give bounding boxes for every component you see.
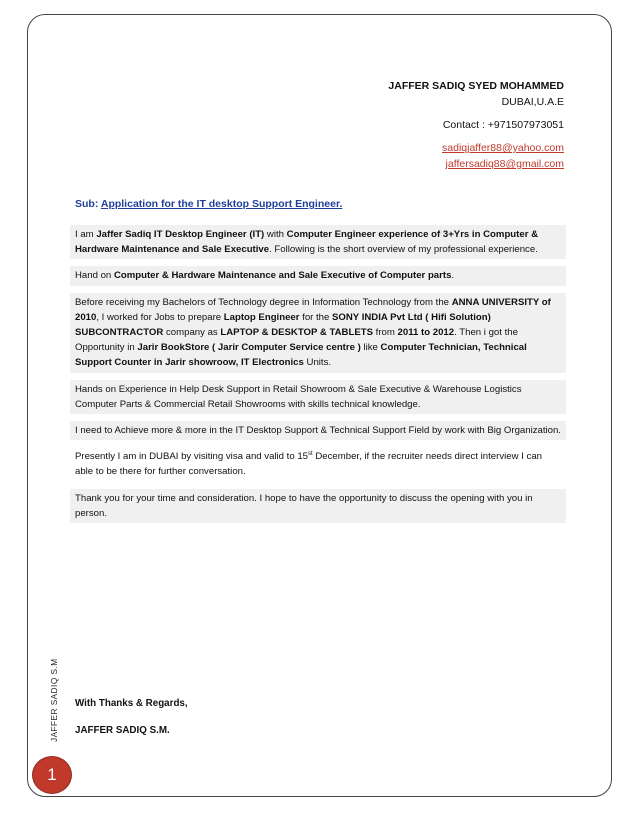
paragraph-help-desk: Hands on Experience in Help Desk Support in Retail Showroom & Sale Executive & Warehouse Logistics Computer Parts & Commercial Retail Showrooms with skills technical knowledge. [70,380,566,414]
paragraph-hands-on: Hand on Computer & Hardware Maintenance and Sale Executive of Computer parts. [70,266,566,285]
letter-body [70,225,566,530]
subject-line [75,198,342,210]
subject-text: Application for the IT desktop Support Engineer. [100,198,343,210]
sender-contact: Contact : +971507973051 [442,119,564,131]
paragraph-thanks: Thank you for your time and consideration. I hope to have the opportunity to discuss the opening with you in person. [70,489,566,523]
page-number-badge: 1 [32,756,72,794]
side-name-label: JAFFER SADIQ S.M [50,658,59,742]
closing-regards: With Thanks & Regards, [75,698,188,709]
paragraph-availability: Presently I am in DUBAI by visiting visa and valid to 15st December, if the recruiter needs direct interview I can able to be there for further conversation. [75,451,542,478]
email-link-yahoo[interactable]: sadiqjaffer88@yahoo.com [442,142,564,154]
paragraph-intro: I am Jaffer Sadiq IT Desktop Engineer (IT) with Computer Engineer experience of 3+Yrs in Computer & Hardware Maintenance and Sale Executive. Following is the short overview of my professional experience. [70,225,566,259]
sender-location: DUBAI,U.A.E [501,96,564,108]
sender-header [388,78,564,172]
paragraph-goal: I need to Achieve more & more in the IT Desktop Support & Technical Support Field by work with Big Organization. [70,421,566,440]
subject-prefix: Sub: [75,198,99,210]
email-link-gmail[interactable]: jaffersadiq88@gmail.com [445,158,564,170]
paragraph-education-experience: Before receiving my Bachelors of Technology degree in Information Technology from the ANNA UNIVERSITY of 2010, I worked for Jobs to prepare Laptop Engineer for the SONY INDIA Pvt Ltd ( Hifi Solution) SUBCONTRACTOR company as LAPTOP & DESKTOP & TABLETS from 2011 to 2012. Then i got the Opportunity in Jarir BookStore ( Jarir Computer Service centre ) like Computer Technician, Technical Support Counter in Jarir showroow, IT Electronics Units. [70,293,566,373]
letter-closing [75,696,188,739]
closing-signature: JAFFER SADIQ S.M. [75,725,170,736]
sender-name: JAFFER SADIQ SYED MOHAMMED [388,80,564,92]
